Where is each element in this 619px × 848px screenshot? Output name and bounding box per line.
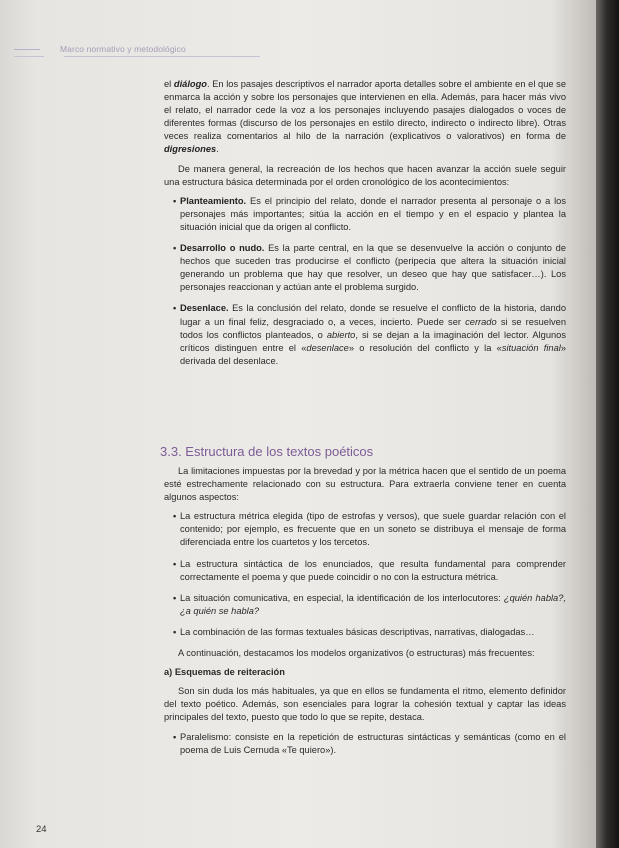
list-item-combinacion: • La combinación de las formas textuales básicas descriptivas, narrativas, dialogadas… <box>180 626 566 639</box>
item-question: ¿quién habla?, ¿a quién se habla? <box>180 592 566 616</box>
section-narrative-structure <box>164 78 566 376</box>
running-title: Marco normativo y metodológico <box>60 44 186 54</box>
list-item-desenlace <box>180 302 566 367</box>
text: » o resolución del conflicto y la « <box>348 342 502 353</box>
term-situacion-final: situación final <box>501 342 561 353</box>
list-item-planteamiento <box>180 195 566 234</box>
list-item-metrica: • La estructura métrica elegida (tipo de estrofas y versos), que suele guardar relación con el contenido; por ejemplo, es frecuente que en un soneto se distribuya el mensaje de forma diferenciada entre los cuartetos y los tercetos. <box>180 510 566 549</box>
term-desenlace-italic: desenlace <box>306 342 349 353</box>
paragraph-structure: De manera general, la recreación de los hechos que hacen avanzar la acción suele seguir una estructura básica determinada por el orden cronológico de los acontecimientos: <box>164 163 566 187</box>
text: , si se dejan a la imaginación del lector. Algunos críticos distinguen entre el « <box>180 329 566 353</box>
book-spine-shadow <box>596 0 619 848</box>
term-desenlace: Desenlace. <box>180 303 229 314</box>
paragraph-reiteracion: Son sin duda los más habituales, ya que en ellos se fundamenta el ritmo, elemento definidor del texto poético. Además, son esenciales para lograr la cohesión textual y captar las ideas principales del texto, puesto que todo lo que se repite, destaca. <box>164 686 566 723</box>
paragraph-poetic-intro: La limitaciones impuestas por la brevedad y por la métrica hacen que el sentido de un poema esté estrechamente relacionado con su estructura. Para extraerla conviene tener en cuenta algunos aspectos: <box>164 466 566 503</box>
item-text: La situación comunicativa, en especial, la identificación de los interlocutores: <box>180 592 501 603</box>
term-planteamiento: Planteamiento. <box>180 195 247 206</box>
header-rule <box>64 56 260 57</box>
subheading-reiteracion: a) Esquemas de reiteración <box>164 667 285 678</box>
paragraph-intro: el diálogo. En los pasajes descriptivos el narrador aporta detalles sobre el ambiente en el que se enmarca la acción y sobre los personajes que intervienen en ella. Además, para hacer más vivo el relato, el narrador cede la voz a los personajes incluyendo pasajes dialogados o voces de diferentes formas (discurso de los personajes en estilo directo, indirecto o indirecto libre). Otras veces realiza comentarios al hilo de la narración (explicativos o valorativos) en forma de digresiones. <box>164 79 567 155</box>
term-desarrollo: Desarrollo o nudo. <box>180 243 265 254</box>
intro-pre: el <box>164 79 172 89</box>
item-text: Es la parte central, en la que se desenvuelve la acción o conjunto de hechos que suceden tras producirse el conflicto (peripecia que altera la situación inicial generando un problema que hay que resolver, un deseo que hay que satisfacer…). Los personajes reaccionan y actúan ante el problema surgido. <box>180 243 566 293</box>
page-number: 24 <box>36 824 47 835</box>
running-header <box>14 44 186 54</box>
term-cerrado: cerrado <box>465 316 497 327</box>
list-item-sintactica: • La estructura sintáctica de los enunciados, que resulta fundamental para comprender correctamente el poema y que puede coincidir o no con la estructura métrica. <box>180 558 566 584</box>
list-item-desarrollo <box>180 242 566 294</box>
item-text: Es el principio del relato, donde el narrador presenta al personaje o a los personajes más importantes; sitúa la acción en el tiempo y en el espacio y plantea la situación inicial que da origen al conflicto. <box>180 195 566 232</box>
term-dialogo: diálogo <box>173 79 207 89</box>
text: Es la conclusión del relato, donde se resuelve el conflicto de la historia, dando lugar a un final feliz, desgraciado o, a veces, incierto. Puede ser <box>180 303 566 327</box>
term-abierto: abierto <box>326 329 356 340</box>
term-digresiones: digresiones <box>164 144 217 155</box>
header-dash <box>14 49 40 50</box>
intro-text: . En los pasajes descriptivos el narrador aporta detalles sobre el ambiente en el que se enmarca la acción y sobre los personajes que intervienen en ella. Además, para hacer más vivo el relato, el narrador cede la voz a los personajes incluyendo pasajes dialogados o voces de diferentes formas (discurso de los personajes en estilo directo, indirecto o indirecto libre). Otras veces realiza comentarios al hilo de la narración (explicativos o valorativos) en forma de <box>164 79 567 142</box>
section-poetic-structure <box>164 465 566 765</box>
text: » derivada del desenlace. <box>180 342 566 366</box>
section-heading: 3.3. Estructura de los textos poéticos <box>160 444 374 459</box>
text: si se resuelven todos los conflictos planteados, o <box>180 316 566 340</box>
list-item-comunicativa <box>180 592 566 618</box>
paragraph-models: A continuación, destacamos los modelos organizativos (o estructuras) más frecuentes: <box>178 648 535 659</box>
list-item-paralelismo: • Paralelismo: consiste en la repetición de estructuras sintácticas y semánticas (como en el poema de Luis Cernuda «Te quiero»). <box>180 731 566 757</box>
header-rule-left <box>14 56 44 57</box>
